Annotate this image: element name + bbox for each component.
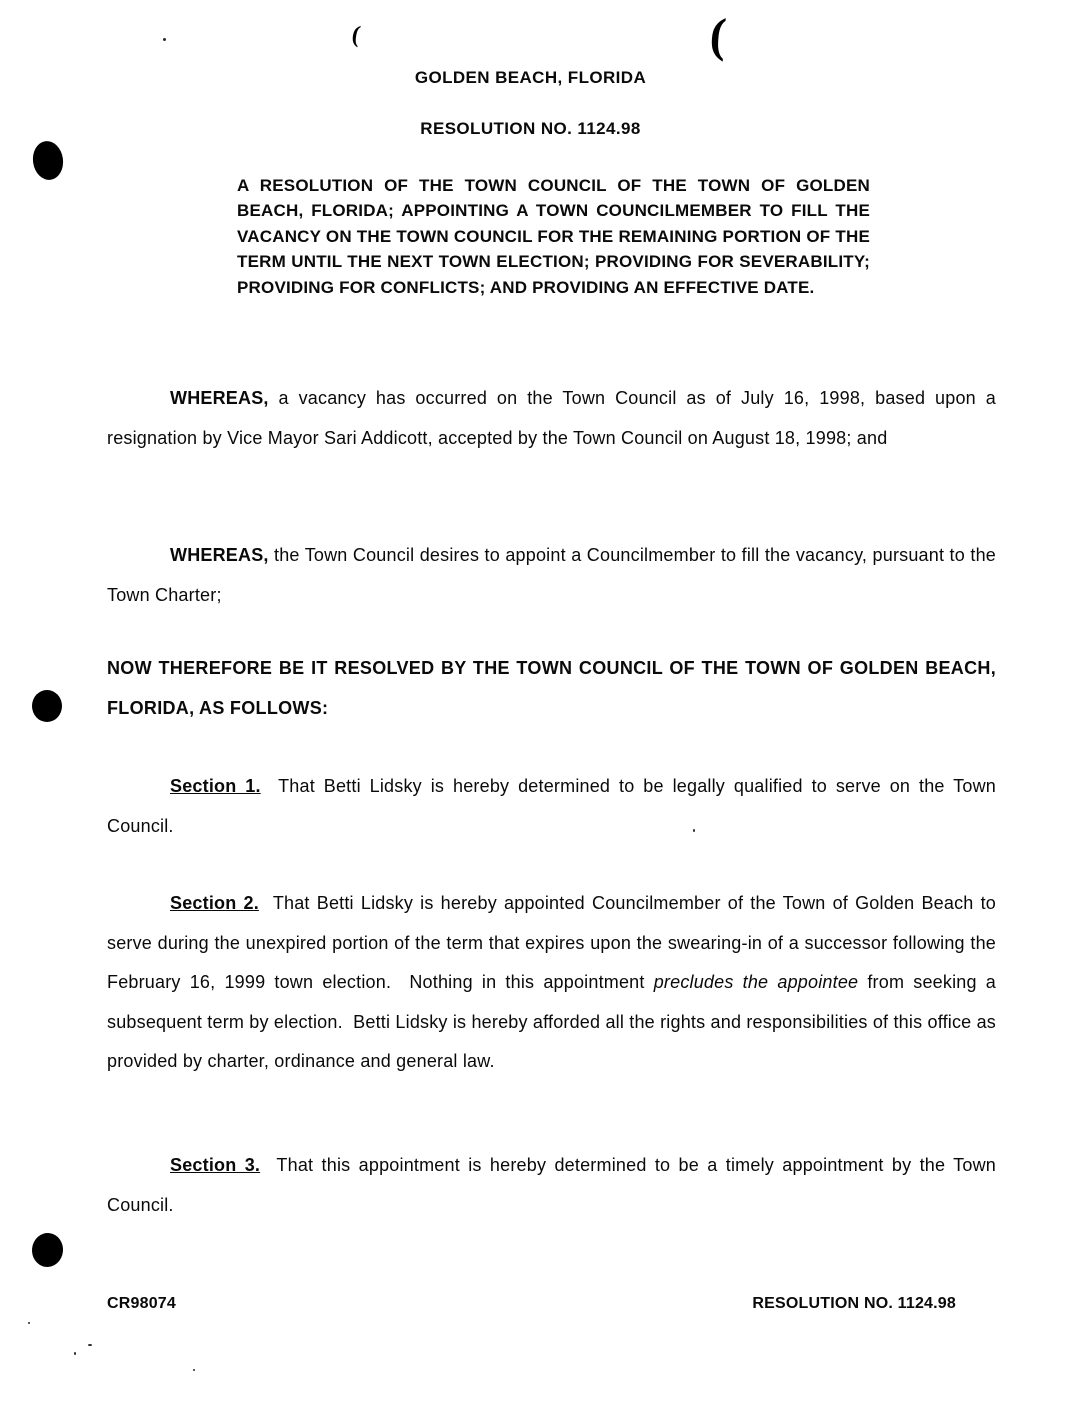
text-run: That Betti Lidsky is hereby determined to be legally qualified to serve on the Town Council.: [107, 776, 996, 836]
text-run: precludes the appointee: [653, 972, 859, 992]
text-run: the Town Council desires to appoint a Councilmember to fill the vacancy, pursuant to the Town Charter;: [107, 545, 996, 605]
page-footer: [107, 1294, 956, 1314]
text-run: WHEREAS,: [170, 388, 269, 408]
resolution-number-heading: RESOLUTION NO. 1124.98: [420, 119, 641, 138]
paragraph-section-2: [107, 884, 996, 1082]
text-run: That Betti Lidsky is hereby appointed Councilmember of the Town of Golden Beach to serve during the unexpired portion of the term that expires upon the swearing-in of a successor following the February 16, 1999 town election. Nothing in this appointment: [107, 893, 996, 992]
text-run: Section 1.: [170, 776, 261, 796]
stray-paren-mark: (: [350, 21, 363, 49]
text-run: WHEREAS,: [170, 545, 269, 565]
scan-speck: [163, 38, 166, 41]
punch-hole-mark: [30, 139, 65, 182]
scan-speck: [193, 1369, 195, 1371]
punch-hole-mark: [30, 1231, 64, 1268]
paragraph-section-3: [107, 1146, 996, 1225]
paragraph-section-1: [107, 767, 996, 846]
document-title: GOLDEN BEACH, FLORIDA: [414, 68, 647, 87]
text-run: from seeking a subsequent term by election. Betti Lidsky is hereby afforded all the rights and responsibilities of this office as provided by charter, ordinance and general law.: [107, 972, 997, 1071]
stray-paren-mark: (: [708, 8, 728, 63]
paragraph-whereas-1: [107, 379, 996, 458]
scan-speck: [74, 1352, 76, 1355]
text-run: Section 3.: [170, 1155, 261, 1175]
scan-speck: [28, 1322, 30, 1324]
footer-document-code: CR98074: [107, 1295, 177, 1312]
text-run: Section 2.: [170, 893, 259, 913]
footer-resolution-number: RESOLUTION NO. 1124.98: [752, 1295, 956, 1312]
text-run: That this appointment is hereby determined to be a timely appointment by the Town Council.: [107, 1155, 997, 1215]
paragraph-whereas-2: [107, 536, 996, 615]
scan-speck: [88, 1344, 92, 1346]
resolution-title-block: A RESOLUTION OF THE TOWN COUNCIL OF THE TOWN OF GOLDEN BEACH, FLORIDA; APPOINTING A TOWN COUNCILMEMBER TO FILL THE VACANCY ON THE TOWN COUNCIL FOR THE REMAINING PORTION OF THE TERM UNTIL THE NEXT TOWN ELECTION; PROVIDING FOR SEVERABILITY; PROVIDING FOR CONFLICTS; AND PROVIDING AN EFFECTIVE DATE.: [237, 176, 870, 297]
paragraph-now-therefore: [107, 649, 996, 728]
text-run: NOW THEREFORE BE IT RESOLVED BY THE TOWN COUNCIL OF THE TOWN OF GOLDEN BEACH, FLORIDA, AS FOLLOWS:: [107, 658, 996, 718]
text-run: a vacancy has occurred on the Town Council as of July 16, 1998, based upon a resignation by Vice Mayor Sari Addicott, accepted by the Town Council on August 18, 1998; and: [107, 388, 996, 448]
punch-hole-mark: [32, 690, 62, 722]
